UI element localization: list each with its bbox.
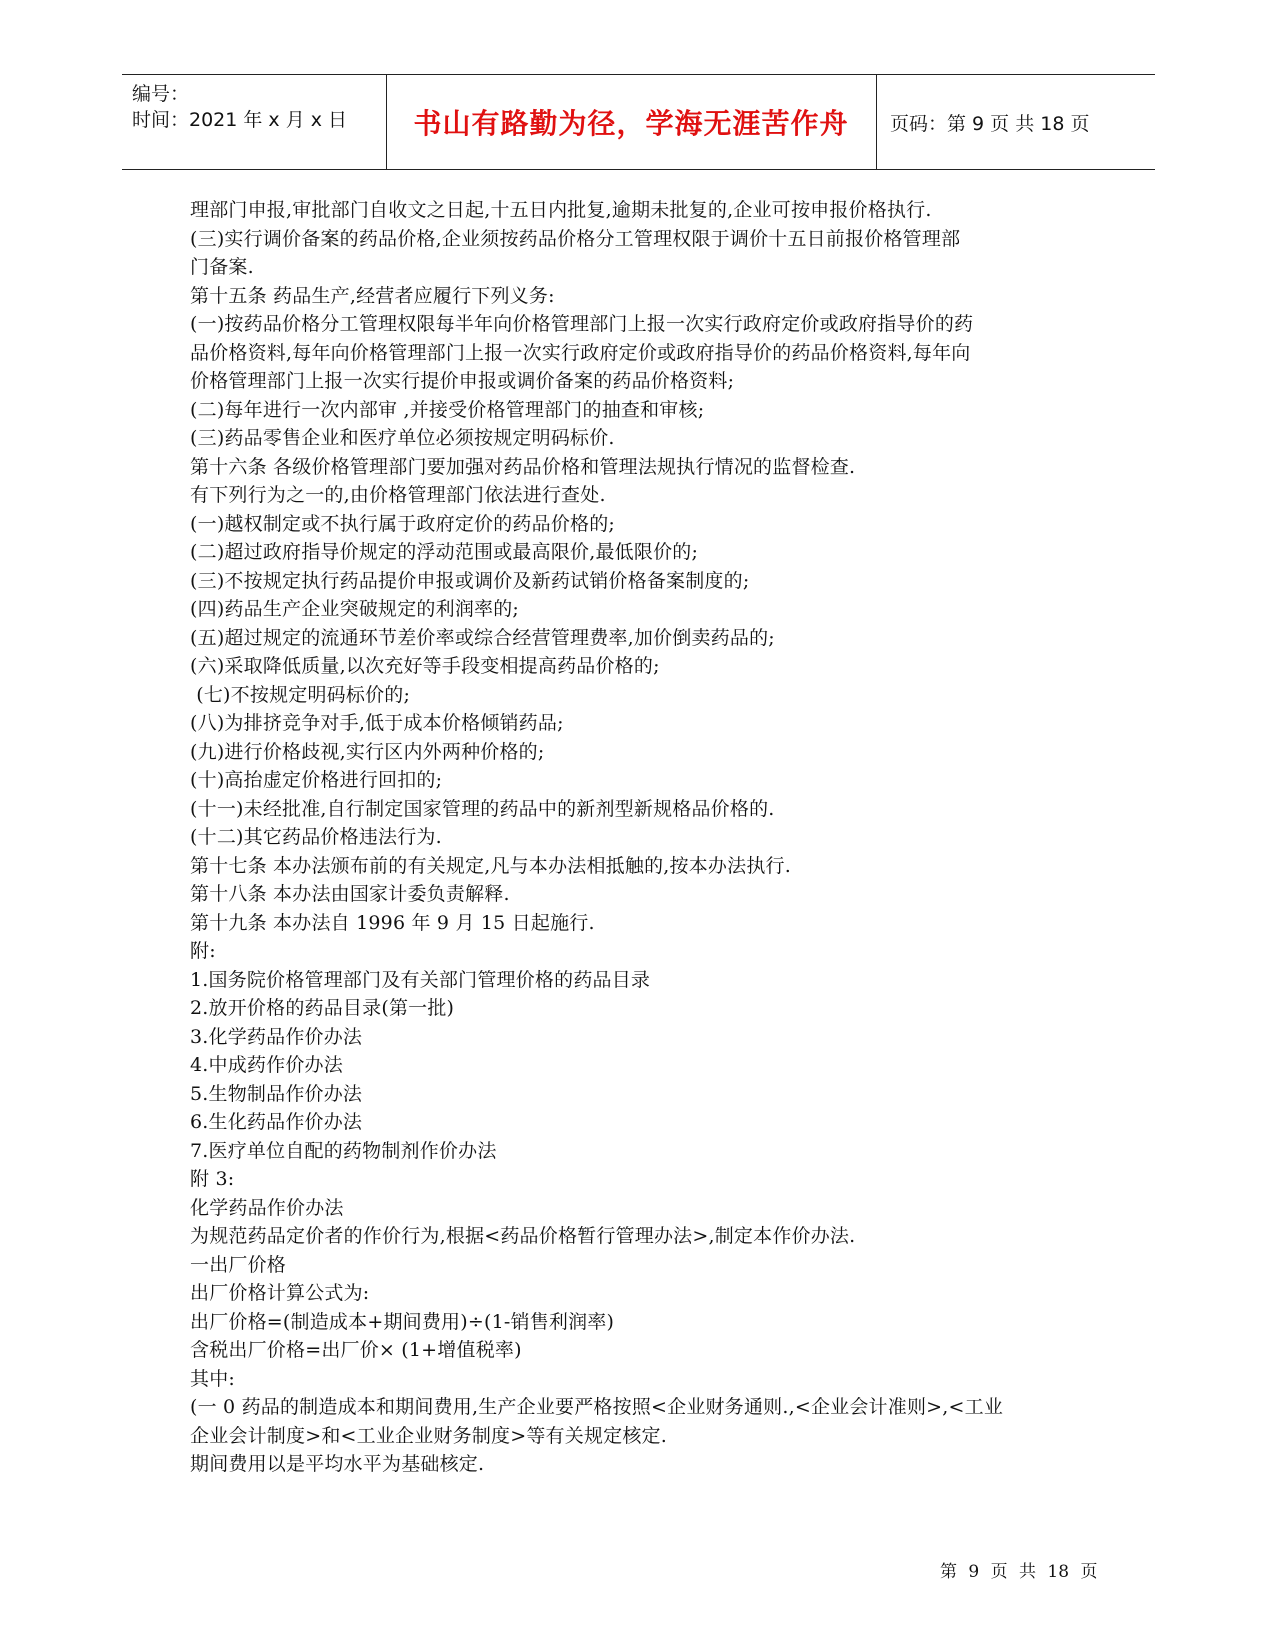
text-line: 出厂价格计算公式为: [190,1282,370,1304]
text-line: 品价格资料,每年向价格管理部门上报一次实行政府定价或政府指导价的药品价格资料,每年向 [190,341,971,364]
text-line: 理部门申报,审批部门自收文之日起,十五日内批复,逾期未批复的,企业可按申报价格执行. [190,199,932,221]
formula-line: 出厂价格=(制造成本+期间费用)÷(1-销售利润率) [190,1310,615,1333]
formula-line: 含税出厂价格=出厂价× (1+增值税率) [190,1339,522,1361]
motto-text: 书山有路勤为径，学海无涯苦作舟 [413,107,849,140]
header-meta-cell [122,75,387,169]
document-time-label: 时间：2021 年 x 月 x 日 [132,109,348,131]
list-item: (十一)未经批准,自行制定国家管理的药品中的新剂型新规格品价格的. [190,797,775,820]
text-line: (一 0 药品的制造成本和期间费用,生产企业要严格按照<企业财务通则.,<企业会计准则>,<工业 [190,1396,1004,1418]
text-line: 价格管理部门上报一次实行提价申报或调价备案的药品价格资料; [190,370,735,392]
list-item: (六)采取降低质量,以次充好等手段变相提高药品价格的; [190,655,660,677]
article-heading: 第十八条 本办法由国家计委负责解释. [190,883,510,905]
header-motto-cell [386,75,877,169]
list-item: (十)高抬虚定价格进行回扣的; [190,769,443,791]
appendix-item: 1.国务院价格管理部门及有关部门管理价格的药品目录 [190,968,651,991]
appendix-item: 6.生化药品作价办法 [190,1111,363,1133]
text-line: (三)药品零售企业和医疗单位必须按规定明码标价. [190,427,615,449]
text-line: 期间费用以是平均水平为基础核定. [190,1453,485,1475]
text-line: (一)按药品价格分工管理权限每半年向价格管理部门上报一次实行政府定价或政府指导价的药 [190,313,974,335]
list-item: (二)超过政府指导价规定的浮动范围或最高限价,最低限价的; [190,541,699,563]
text-line: (二)每年进行一次内部审 ,并接受价格管理部门的抽查和审核; [190,398,705,421]
section-heading: 一出厂价格 [190,1253,287,1276]
document-number-label: 编号： [132,83,190,105]
header-table [122,74,1155,170]
list-item: (四)药品生产企业突破规定的利润率的; [190,598,520,620]
appendix-item: 5.生物制品作价办法 [190,1082,363,1105]
text-line: 其中: [190,1367,236,1390]
article-heading: 第十六条 各级价格管理部门要加强对药品价格和管理法规执行情况的监督检查. [190,455,856,478]
appendix-item: 4.中成药作价办法 [190,1054,343,1076]
page-footer: 第 9 页 共 18 页 [940,1562,1098,1582]
list-item: (七)不按规定明码标价的; [190,683,411,706]
text-line: (三)实行调价备案的药品价格,企业须按药品价格分工管理权限于调价十五日前报价格管理部 [190,227,961,250]
text-line: 有下列行为之一的,由价格管理部门依法进行查处. [190,484,606,506]
section-title: 化学药品作价办法 [190,1196,344,1219]
list-item: (一)越权制定或不执行属于政府定价的药品价格的; [190,512,616,535]
article-heading: 第十七条 本办法颁布前的有关规定,凡与本办法相抵触的,按本办法执行. [190,854,791,877]
appendix-label: 附: [190,940,216,962]
list-item: (五)超过规定的流通环节差价率或综合经营管理费率,加价倒卖药品的; [190,626,775,649]
text-line: 企业会计制度>和<工业企业财务制度>等有关规定核定. [190,1424,668,1447]
text-line: 门备案. [190,256,254,278]
appendix-item: 3.化学药品作价办法 [190,1025,363,1048]
appendix-label: 附 3: [190,1168,235,1190]
article-heading: 第十五条 药品生产,经营者应履行下列义务: [190,284,555,307]
header-page-info: 页码：第 9 页 共 18 页 [890,112,1090,135]
header-page-cell [878,75,1155,169]
text-line: 为规范药品定价者的作价行为,根据<药品价格暂行管理办法>,制定本作价办法. [190,1225,856,1247]
list-item: (三)不按规定执行药品提价申报或调价及新药试销价格备案制度的; [190,569,750,592]
list-item: (八)为排挤竞争对手,低于成本价格倾销药品; [190,712,564,734]
list-item: (十二)其它药品价格违法行为. [190,826,442,848]
list-item: (九)进行价格歧视,实行区内外两种价格的; [190,740,545,763]
document-body [190,196,1090,1479]
appendix-item: 7.医疗单位自配的药物制剂作价办法 [190,1139,497,1162]
article-heading: 第十九条 本办法自 1996 年 9 月 15 日起施行. [190,911,595,934]
appendix-item: 2.放开价格的药品目录(第一批) [190,997,455,1019]
